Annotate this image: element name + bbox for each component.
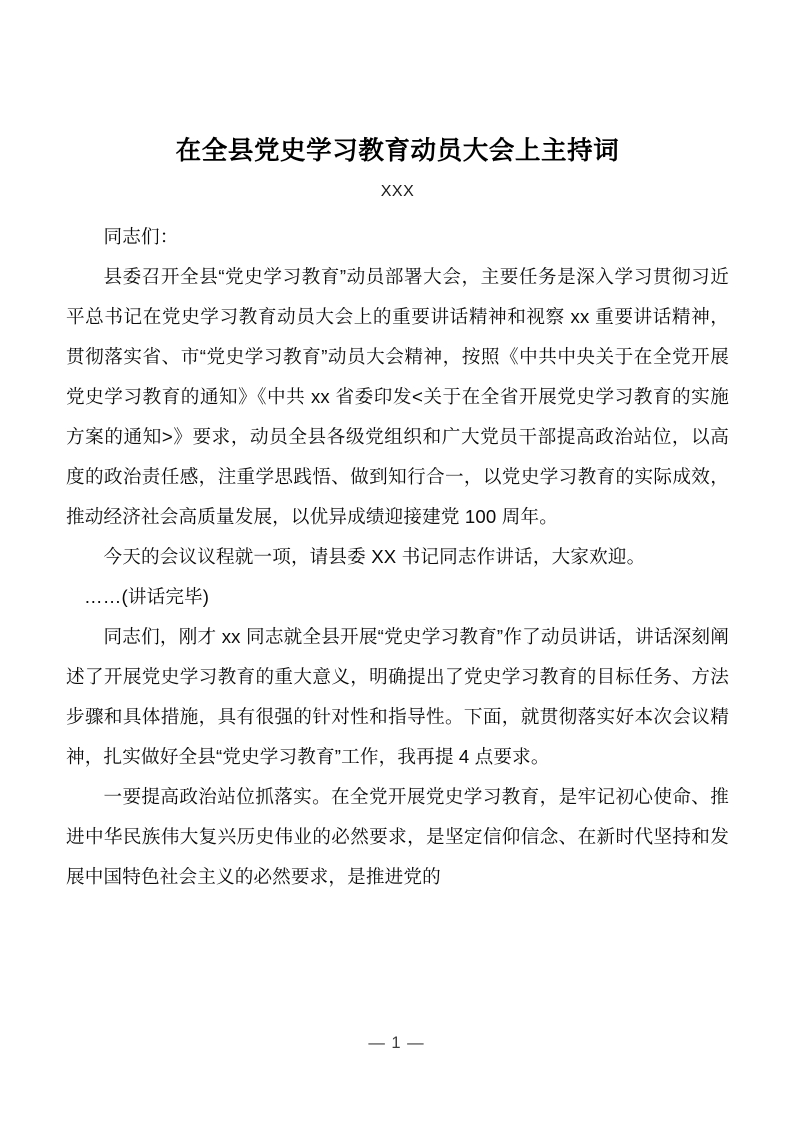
document-content bbox=[66, 0, 729, 897]
body-paragraph: 一要提高政治站位抓落实。在全党开展党史学习教育，是牢记初心使命、推进中华民族伟大复兴历史伟业的必然要求，是坚定信仰信念、在新时代坚持和发展中国特色社会主义的必然要求，是推进党的 bbox=[66, 785, 729, 887]
body-paragraph: 同志们，刚才 xx 同志就全县开展“党史学习教育”作了动员讲话，讲话深刻阐述了开展党史学习教育的重大意义，明确提出了党史学习教育的目标任务、方法步骤和具体措施，具有很强的针对性和指导性。下面，就贯彻落实好本次会议精神，扎实做好全县“党史学习教育”工作，我再提 4 点要求。 bbox=[66, 625, 729, 767]
body-paragraph: 今天的会议议程就一项，请县委 XX 书记同志作讲话，大家欢迎。 bbox=[103, 545, 646, 567]
body-paragraph: ……(讲话完毕) bbox=[84, 585, 210, 607]
document-body bbox=[66, 201, 729, 897]
author-byline: XXX bbox=[380, 182, 415, 200]
salutation-line: 同志们： bbox=[103, 225, 179, 247]
body-paragraph: 县委召开全县“党史学习教育”动员部署大会，主要任务是深入学习贯彻习近平总书记在党史学习教育动员大会上的重要讲话精神和视察 xx 重要讲话精神，贯彻落实省、市“党史学习教育”动员大会精神，按照《中共中央关于在全党开展党史学习教育的通知》《中共 xx 省委印发<关于在全省开展党史学习教育的实施方案的通知>》要求，动员全县各级党组织和广大党员干部提高政治站位，以高度的政治责任感，注重学思践悟、做到知行合一，以党史学习教育的实际成效，推动经济社会高质量发展，以优异成绩迎接建党 100 周年。 bbox=[66, 265, 729, 527]
page-title: 在全县党史学习教育动员大会上主持词 bbox=[175, 137, 620, 165]
page-number-footer: — 1 — bbox=[368, 1034, 425, 1052]
